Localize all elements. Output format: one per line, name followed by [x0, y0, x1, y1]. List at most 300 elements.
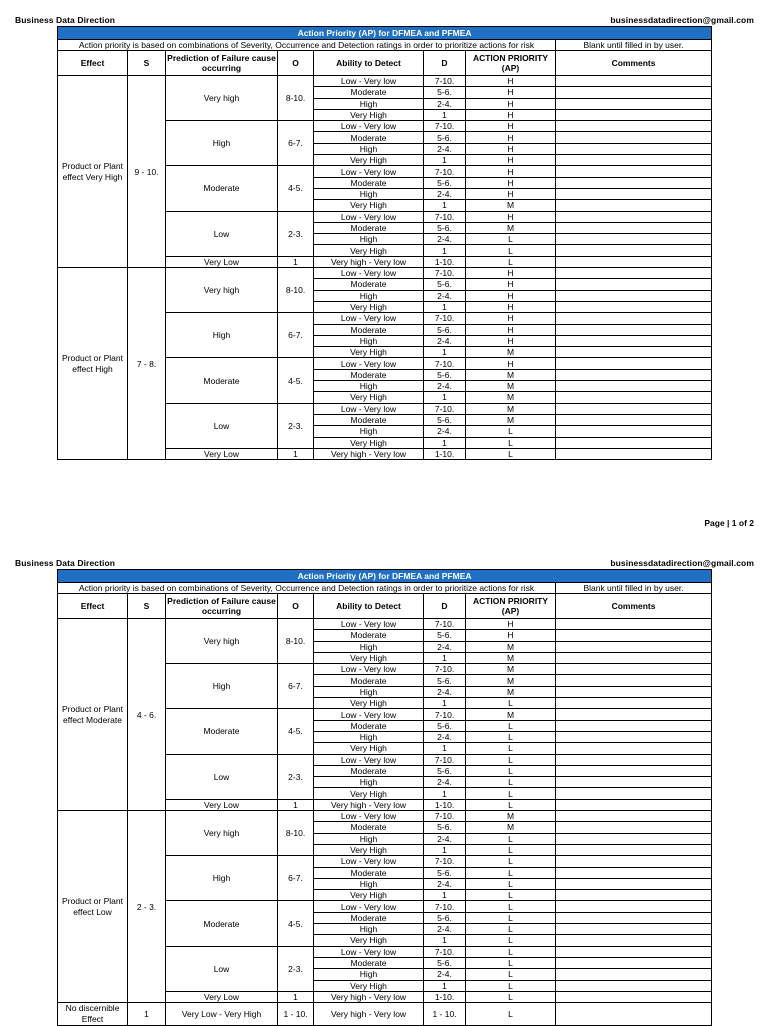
detection-cell: High — [314, 731, 424, 742]
occurrence-cell: 1 — [278, 256, 314, 267]
comments-cell[interactable] — [556, 188, 712, 199]
comments-cell[interactable] — [556, 392, 712, 403]
detection-cell: Very High — [314, 844, 424, 855]
action-priority-cell: H — [466, 324, 556, 335]
detection-cell: Very high - Very low — [314, 991, 424, 1002]
action-priority-cell: M — [466, 822, 556, 833]
detection-rating-cell: 7-10. — [424, 313, 466, 324]
comments-cell[interactable] — [556, 788, 712, 799]
comments-cell[interactable] — [556, 200, 712, 211]
detection-cell: Moderate — [314, 912, 424, 923]
detection-cell: Very high - Very low — [314, 1003, 424, 1026]
action-priority-cell: H — [466, 98, 556, 109]
prediction-cell: Moderate — [166, 709, 278, 754]
comments-cell[interactable] — [556, 743, 712, 754]
ap-table — [57, 569, 712, 1026]
comments-cell[interactable] — [556, 765, 712, 776]
occurrence-cell: 4-5. — [278, 901, 314, 946]
detection-rating-cell: 1 — [424, 935, 466, 946]
comments-cell[interactable] — [556, 630, 712, 641]
occurrence-cell: 1 — [278, 991, 314, 1002]
detection-cell: High — [314, 777, 424, 788]
prediction-cell: Moderate — [166, 358, 278, 403]
comments-cell[interactable] — [556, 720, 712, 731]
action-priority-cell: H — [466, 313, 556, 324]
prediction-cell: Moderate — [166, 901, 278, 946]
comments-cell[interactable] — [556, 222, 712, 233]
detection-cell: Low - Very low — [314, 664, 424, 675]
contact-email[interactable]: businessdatadirection@gmail.com — [610, 558, 754, 568]
comments-cell[interactable] — [556, 369, 712, 380]
detection-rating-cell: 5-6. — [424, 324, 466, 335]
detection-rating-cell: 1-10. — [424, 256, 466, 267]
detection-cell: Low - Very low — [314, 313, 424, 324]
prediction-cell: Low — [166, 211, 278, 256]
detection-rating-cell: 7-10. — [424, 268, 466, 279]
action-priority-cell: L — [466, 924, 556, 935]
comments-cell[interactable] — [556, 279, 712, 290]
detection-cell: Very high - Very low — [314, 799, 424, 810]
detection-rating-cell: 2-4. — [424, 98, 466, 109]
action-priority-cell: L — [466, 844, 556, 855]
detection-rating-cell: 7-10. — [424, 946, 466, 957]
column-header-o: O — [278, 594, 314, 619]
comments-cell[interactable] — [556, 268, 712, 279]
action-priority-cell: L — [466, 426, 556, 437]
detection-rating-cell: 2-4. — [424, 924, 466, 935]
detection-cell: Very High — [314, 743, 424, 754]
detection-cell: High — [314, 98, 424, 109]
comments-note: Blank until filled in by user. — [556, 40, 712, 51]
detection-cell: High — [314, 143, 424, 154]
prediction-cell: Low — [166, 403, 278, 448]
comments-cell[interactable] — [556, 98, 712, 109]
detection-rating-cell: 7-10. — [424, 211, 466, 222]
occurrence-cell: 1 - 10. — [278, 1003, 314, 1026]
comments-cell[interactable] — [556, 109, 712, 120]
table-title: Action Priority (AP) for DFMEA and PFMEA — [58, 570, 712, 583]
detection-rating-cell: 7-10. — [424, 166, 466, 177]
ap-table — [57, 26, 712, 460]
action-priority-cell: M — [466, 222, 556, 233]
action-priority-cell: L — [466, 234, 556, 245]
action-priority-cell: H — [466, 290, 556, 301]
detection-cell: Low - Very low — [314, 76, 424, 87]
action-priority-cell: M — [466, 381, 556, 392]
detection-rating-cell: 2-4. — [424, 335, 466, 346]
detection-cell: Very High — [314, 109, 424, 120]
comments-cell[interactable] — [556, 652, 712, 663]
detection-cell: Low - Very low — [314, 709, 424, 720]
comments-cell[interactable] — [556, 347, 712, 358]
detection-cell: Low - Very low — [314, 166, 424, 177]
action-priority-cell: M — [466, 664, 556, 675]
action-priority-cell: H — [466, 132, 556, 143]
comments-cell[interactable] — [556, 381, 712, 392]
action-priority-table-page-2 — [57, 569, 711, 1026]
detection-cell: High — [314, 924, 424, 935]
action-priority-cell: M — [466, 403, 556, 414]
column-header-prediction: Prediction of Failure cause occurring — [166, 594, 278, 619]
detection-rating-cell: 5-6. — [424, 720, 466, 731]
comments-cell[interactable] — [556, 132, 712, 143]
column-header-ap: ACTION PRIORITY (AP) — [466, 51, 556, 76]
detection-cell: Moderate — [314, 822, 424, 833]
detection-rating-cell: 5-6. — [424, 957, 466, 968]
comments-cell[interactable] — [556, 437, 712, 448]
detection-cell: Low - Very low — [314, 811, 424, 822]
occurrence-cell: 4-5. — [278, 166, 314, 211]
detection-cell: High — [314, 335, 424, 346]
comments-cell[interactable] — [556, 901, 712, 912]
comments-cell[interactable] — [556, 822, 712, 833]
prediction-cell: Low — [166, 754, 278, 799]
comments-cell[interactable] — [556, 731, 712, 742]
action-priority-cell: M — [466, 392, 556, 403]
action-priority-cell: L — [466, 957, 556, 968]
detection-cell: Very High — [314, 890, 424, 901]
action-priority-cell: H — [466, 358, 556, 369]
action-priority-cell: M — [466, 675, 556, 686]
contact-email[interactable]: businessdatadirection@gmail.com — [610, 15, 754, 25]
company-name: Business Data Direction — [15, 15, 116, 25]
prediction-cell: Very Low — [166, 448, 278, 459]
detection-cell: Very High — [314, 301, 424, 312]
detection-rating-cell: 1 — [424, 890, 466, 901]
detection-rating-cell: 7-10. — [424, 76, 466, 87]
detection-cell: High — [314, 686, 424, 697]
comments-cell[interactable] — [556, 290, 712, 301]
comments-cell[interactable] — [556, 234, 712, 245]
column-header-s: S — [128, 51, 166, 76]
detection-cell: Low - Very low — [314, 121, 424, 132]
comments-cell[interactable] — [556, 245, 712, 256]
detection-rating-cell: 1 — [424, 155, 466, 166]
detection-rating-cell: 2-4. — [424, 777, 466, 788]
comments-cell[interactable] — [556, 833, 712, 844]
column-header-ability: Ability to Detect — [314, 51, 424, 76]
action-priority-cell: L — [466, 245, 556, 256]
action-priority-cell: H — [466, 268, 556, 279]
action-priority-cell: H — [466, 301, 556, 312]
comments-cell[interactable] — [556, 121, 712, 132]
column-header-prediction: Prediction of Failure cause occurring — [166, 51, 278, 76]
comments-cell[interactable] — [556, 675, 712, 686]
detection-cell: High — [314, 188, 424, 199]
comments-cell[interactable] — [556, 313, 712, 324]
detection-cell: High — [314, 381, 424, 392]
detection-rating-cell: 7-10. — [424, 709, 466, 720]
action-priority-cell: L — [466, 256, 556, 267]
detection-cell: High — [314, 878, 424, 889]
action-priority-cell: M — [466, 652, 556, 663]
table-row — [58, 811, 712, 822]
action-priority-cell: M — [466, 414, 556, 425]
detection-rating-cell: 1 — [424, 698, 466, 709]
comments-cell[interactable] — [556, 641, 712, 652]
detection-cell: Moderate — [314, 324, 424, 335]
prediction-cell: High — [166, 856, 278, 901]
detection-rating-cell: 1 — [424, 980, 466, 991]
prediction-cell: Low — [166, 946, 278, 991]
prediction-cell: Very high — [166, 619, 278, 664]
comments-cell[interactable] — [556, 1003, 712, 1026]
action-priority-cell: L — [466, 890, 556, 901]
detection-cell: Very high - Very low — [314, 448, 424, 459]
action-priority-cell: L — [466, 980, 556, 991]
action-priority-cell: H — [466, 335, 556, 346]
detection-rating-cell: 5-6. — [424, 87, 466, 98]
action-priority-cell: L — [466, 799, 556, 810]
detection-rating-cell: 5-6. — [424, 765, 466, 776]
detection-cell: Moderate — [314, 414, 424, 425]
detection-rating-cell: 5-6. — [424, 822, 466, 833]
action-priority-cell: H — [466, 76, 556, 87]
detection-rating-cell: 5-6. — [424, 912, 466, 923]
comments-cell[interactable] — [556, 155, 712, 166]
severity-cell: 1 — [128, 1003, 166, 1026]
column-header-effect: Effect — [58, 594, 128, 619]
action-priority-cell: H — [466, 109, 556, 120]
prediction-cell: Very Low — [166, 991, 278, 1002]
severity-cell: 7 - 8. — [128, 268, 166, 460]
detection-rating-cell: 7-10. — [424, 403, 466, 414]
comments-cell[interactable] — [556, 76, 712, 87]
comments-cell[interactable] — [556, 335, 712, 346]
detection-cell: Low - Very low — [314, 358, 424, 369]
detection-cell: High — [314, 426, 424, 437]
severity-cell: 2 - 3. — [128, 811, 166, 1003]
detection-cell: Very High — [314, 788, 424, 799]
action-priority-cell: L — [466, 788, 556, 799]
comments-cell[interactable] — [556, 811, 712, 822]
comments-cell[interactable] — [556, 912, 712, 923]
prediction-cell: Very high — [166, 811, 278, 856]
action-priority-cell: L — [466, 935, 556, 946]
detection-rating-cell: 5-6. — [424, 369, 466, 380]
comments-cell[interactable] — [556, 991, 712, 1002]
action-priority-table-page-1 — [57, 26, 711, 460]
comments-cell[interactable] — [556, 924, 712, 935]
action-priority-cell: H — [466, 121, 556, 132]
detection-rating-cell: 7-10. — [424, 358, 466, 369]
detection-rating-cell: 2-4. — [424, 426, 466, 437]
action-priority-cell: L — [466, 856, 556, 867]
comments-cell[interactable] — [556, 619, 712, 630]
comments-note: Blank until filled in by user. — [556, 583, 712, 594]
column-header-comments: Comments — [556, 594, 712, 619]
detection-rating-cell: 1 — [424, 844, 466, 855]
occurrence-cell: 2-3. — [278, 754, 314, 799]
detection-cell: High — [314, 833, 424, 844]
detection-cell: Very High — [314, 392, 424, 403]
detection-rating-cell: 1 — [424, 245, 466, 256]
detection-cell: Moderate — [314, 720, 424, 731]
action-priority-cell: H — [466, 211, 556, 222]
comments-cell[interactable] — [556, 969, 712, 980]
detection-rating-cell: 2-4. — [424, 381, 466, 392]
table-note: Action priority is based on combinations of Severity, Occurrence and Detection ratings in order to prioritize actions for risk — [58, 40, 556, 51]
detection-rating-cell: 2-4. — [424, 234, 466, 245]
action-priority-cell: L — [466, 777, 556, 788]
action-priority-cell: L — [466, 946, 556, 957]
detection-rating-cell: 2-4. — [424, 686, 466, 697]
comments-cell[interactable] — [556, 890, 712, 901]
action-priority-cell: L — [466, 1003, 556, 1026]
action-priority-cell: L — [466, 833, 556, 844]
effect-cell: Product or Plant effect High — [58, 268, 128, 460]
prediction-cell: High — [166, 121, 278, 166]
occurrence-cell: 1 — [278, 799, 314, 810]
action-priority-cell: M — [466, 369, 556, 380]
comments-cell[interactable] — [556, 426, 712, 437]
table-note: Action priority is based on combinations of Severity, Occurrence and Detection ratings in order to prioritize actions for risk — [58, 583, 556, 594]
detection-cell: Very High — [314, 980, 424, 991]
comments-cell[interactable] — [556, 301, 712, 312]
comments-cell[interactable] — [556, 878, 712, 889]
comments-cell[interactable] — [556, 87, 712, 98]
comments-cell[interactable] — [556, 698, 712, 709]
comments-cell[interactable] — [556, 664, 712, 675]
comments-cell[interactable] — [556, 844, 712, 855]
action-priority-cell: H — [466, 188, 556, 199]
comments-cell[interactable] — [556, 403, 712, 414]
comments-cell[interactable] — [556, 799, 712, 810]
prediction-cell: Very high — [166, 76, 278, 121]
detection-cell: Very High — [314, 652, 424, 663]
action-priority-cell: L — [466, 448, 556, 459]
column-header-d: D — [424, 51, 466, 76]
detection-cell: Moderate — [314, 177, 424, 188]
occurrence-cell: 8-10. — [278, 811, 314, 856]
detection-cell: Low - Very low — [314, 403, 424, 414]
detection-rating-cell: 2-4. — [424, 878, 466, 889]
detection-cell: Moderate — [314, 957, 424, 968]
detection-cell: Moderate — [314, 369, 424, 380]
detection-rating-cell: 5-6. — [424, 630, 466, 641]
action-priority-cell: M — [466, 641, 556, 652]
prediction-cell: Very Low — [166, 799, 278, 810]
occurrence-cell: 1 — [278, 448, 314, 459]
prediction-cell: High — [166, 313, 278, 358]
effect-cell: Product or Plant effect Moderate — [58, 619, 128, 811]
comments-cell[interactable] — [556, 686, 712, 697]
detection-cell: High — [314, 969, 424, 980]
column-header-s: S — [128, 594, 166, 619]
prediction-cell: High — [166, 664, 278, 709]
comments-cell[interactable] — [556, 177, 712, 188]
comments-cell[interactable] — [556, 448, 712, 459]
comments-cell[interactable] — [556, 414, 712, 425]
action-priority-cell: L — [466, 867, 556, 878]
detection-cell: Very High — [314, 935, 424, 946]
action-priority-cell: M — [466, 686, 556, 697]
detection-rating-cell: 7-10. — [424, 619, 466, 630]
occurrence-cell: 8-10. — [278, 76, 314, 121]
occurrence-cell: 6-7. — [278, 313, 314, 358]
detection-cell: Very High — [314, 200, 424, 211]
occurrence-cell: 2-3. — [278, 211, 314, 256]
prediction-cell: Very high — [166, 268, 278, 313]
comments-cell[interactable] — [556, 143, 712, 154]
table-title: Action Priority (AP) for DFMEA and PFMEA — [58, 27, 712, 40]
comments-cell[interactable] — [556, 211, 712, 222]
column-header-d: D — [424, 594, 466, 619]
comments-cell[interactable] — [556, 358, 712, 369]
table-row — [58, 268, 712, 279]
detection-cell: Low - Very low — [314, 856, 424, 867]
detection-rating-cell: 7-10. — [424, 856, 466, 867]
detection-cell: High — [314, 234, 424, 245]
column-header-o: O — [278, 51, 314, 76]
occurrence-cell: 2-3. — [278, 403, 314, 448]
detection-rating-cell: 2-4. — [424, 731, 466, 742]
detection-rating-cell: 1 — [424, 392, 466, 403]
action-priority-cell: H — [466, 143, 556, 154]
action-priority-cell: L — [466, 878, 556, 889]
action-priority-cell: H — [466, 87, 556, 98]
action-priority-cell: H — [466, 619, 556, 630]
comments-cell[interactable] — [556, 709, 712, 720]
detection-cell: Moderate — [314, 765, 424, 776]
detection-cell: Moderate — [314, 279, 424, 290]
occurrence-cell: 4-5. — [278, 358, 314, 403]
comments-cell[interactable] — [556, 256, 712, 267]
comments-cell[interactable] — [556, 324, 712, 335]
comments-cell[interactable] — [556, 980, 712, 991]
detection-rating-cell: 1 — [424, 109, 466, 120]
detection-cell: Low - Very low — [314, 946, 424, 957]
detection-rating-cell: 1-10. — [424, 991, 466, 1002]
detection-rating-cell: 7-10. — [424, 901, 466, 912]
detection-rating-cell: 1 — [424, 200, 466, 211]
detection-cell: Very High — [314, 437, 424, 448]
detection-rating-cell: 7-10. — [424, 754, 466, 765]
detection-cell: Moderate — [314, 867, 424, 878]
detection-rating-cell: 5-6. — [424, 132, 466, 143]
detection-cell: Moderate — [314, 222, 424, 233]
comments-cell[interactable] — [556, 957, 712, 968]
detection-cell: Moderate — [314, 630, 424, 641]
column-header-ability: Ability to Detect — [314, 594, 424, 619]
detection-cell: Low - Very low — [314, 268, 424, 279]
comments-cell[interactable] — [556, 946, 712, 957]
severity-cell: 9 - 10. — [128, 76, 166, 268]
comments-cell[interactable] — [556, 867, 712, 878]
detection-cell: Very High — [314, 155, 424, 166]
action-priority-cell: L — [466, 698, 556, 709]
comments-cell[interactable] — [556, 166, 712, 177]
comments-cell[interactable] — [556, 856, 712, 867]
detection-rating-cell: 1 — [424, 788, 466, 799]
occurrence-cell: 8-10. — [278, 268, 314, 313]
comments-cell[interactable] — [556, 935, 712, 946]
detection-cell: High — [314, 641, 424, 652]
comments-cell[interactable] — [556, 777, 712, 788]
action-priority-cell: L — [466, 743, 556, 754]
effect-cell: No discernible Effect — [58, 1003, 128, 1026]
action-priority-cell: L — [466, 901, 556, 912]
prediction-cell: Very Low - Very High — [166, 1003, 278, 1026]
comments-cell[interactable] — [556, 754, 712, 765]
detection-rating-cell: 7-10. — [424, 121, 466, 132]
detection-rating-cell: 2-4. — [424, 969, 466, 980]
detection-rating-cell: 1 — [424, 301, 466, 312]
detection-cell: Very High — [314, 347, 424, 358]
effect-cell: Product or Plant effect Low — [58, 811, 128, 1003]
column-header-ap: ACTION PRIORITY (AP) — [466, 594, 556, 619]
severity-cell: 4 - 6. — [128, 619, 166, 811]
